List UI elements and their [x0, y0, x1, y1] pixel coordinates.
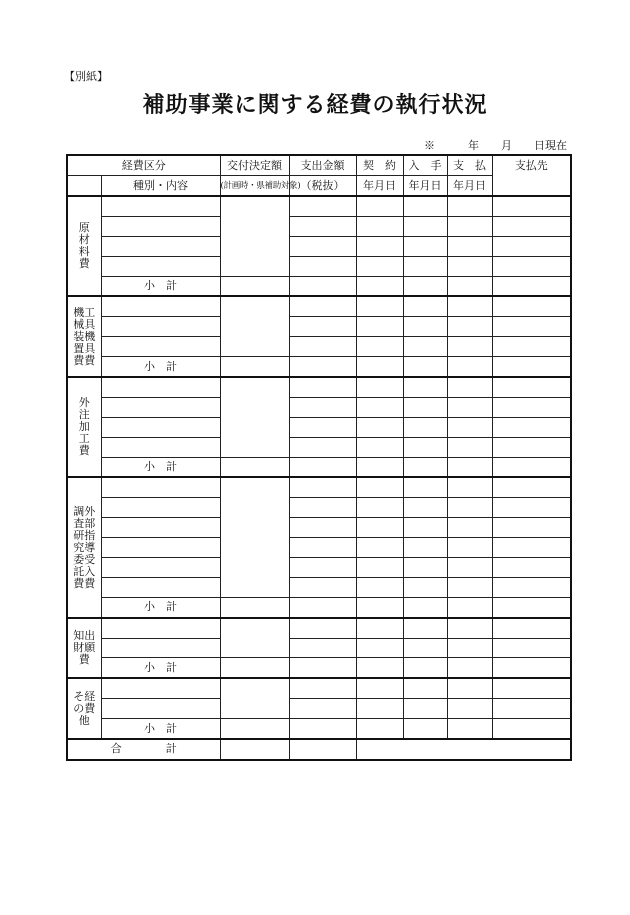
- total-label: 合 計: [67, 739, 220, 760]
- section-label: 機工 械具 装機 置具 費費: [67, 296, 101, 377]
- paid-amount-cell[interactable]: [289, 216, 356, 236]
- table-row: [67, 437, 571, 457]
- received-date-cell[interactable]: [403, 558, 447, 578]
- type-content-cell[interactable]: [101, 577, 220, 597]
- payment-date-cell[interactable]: [447, 196, 492, 216]
- table-row: [67, 719, 571, 739]
- attachment-tag: 【別紙】: [64, 70, 108, 83]
- type-content-cell[interactable]: [101, 337, 220, 357]
- grant-amount-subtotal-cell[interactable]: [220, 457, 289, 477]
- paid-amount-cell[interactable]: [289, 699, 356, 719]
- payee-cell[interactable]: [492, 397, 571, 417]
- contract-date-cell[interactable]: [356, 597, 403, 617]
- paid-amount-cell[interactable]: [289, 678, 356, 698]
- paid-amount-cell[interactable]: [289, 357, 356, 377]
- table-row: [67, 296, 571, 316]
- table-row: [67, 618, 571, 638]
- payee-cell[interactable]: [492, 638, 571, 658]
- contract-date-cell[interactable]: [356, 699, 403, 719]
- payee-cell[interactable]: [492, 256, 571, 276]
- grant-amount-subtotal-cell[interactable]: [220, 276, 289, 296]
- type-content-cell[interactable]: [101, 216, 220, 236]
- contract-date-cell[interactable]: [356, 678, 403, 698]
- received-date-cell[interactable]: [403, 577, 447, 597]
- type-content-cell[interactable]: [101, 477, 220, 497]
- contract-date-cell[interactable]: [356, 236, 403, 256]
- grant-amount-cell[interactable]: [220, 377, 289, 457]
- subtotal-label: 小 計: [101, 457, 220, 477]
- table-row: [67, 357, 571, 377]
- payee-cell[interactable]: [492, 658, 571, 678]
- contract-date-cell[interactable]: [356, 638, 403, 658]
- paid-amount-cell[interactable]: [289, 276, 356, 296]
- contract-date-cell[interactable]: [356, 658, 403, 678]
- received-date-cell[interactable]: [403, 699, 447, 719]
- header-grant-amount: 交付決定額: [220, 155, 289, 176]
- paid-amount-cell[interactable]: [289, 337, 356, 357]
- received-date-cell[interactable]: [403, 236, 447, 256]
- header-grant-amount-sub: (計画時・県補助対象): [220, 176, 289, 197]
- paid-amount-cell[interactable]: [289, 196, 356, 216]
- paid-amount-cell[interactable]: [289, 719, 356, 739]
- type-content-cell[interactable]: [101, 397, 220, 417]
- received-date-cell[interactable]: [403, 377, 447, 397]
- table-row: [67, 377, 571, 397]
- received-date-cell[interactable]: [403, 719, 447, 739]
- grant-amount-subtotal-cell[interactable]: [220, 597, 289, 617]
- document-title: 補助事業に関する経費の執行状況: [142, 93, 488, 118]
- grant-amount-cell[interactable]: [220, 196, 289, 276]
- section-label: 原 材 料 費: [67, 196, 101, 296]
- header-payment: 支 払: [447, 155, 492, 176]
- received-date-cell[interactable]: [403, 638, 447, 658]
- payee-cell[interactable]: [492, 337, 571, 357]
- received-date-cell[interactable]: [403, 538, 447, 558]
- payee-cell[interactable]: [492, 699, 571, 719]
- type-content-cell[interactable]: [101, 618, 220, 638]
- payment-date-cell[interactable]: [447, 719, 492, 739]
- section-label: そ経 の費 他: [67, 678, 101, 739]
- received-date-cell[interactable]: [403, 216, 447, 236]
- contract-date-cell[interactable]: [356, 337, 403, 357]
- type-content-cell[interactable]: [101, 518, 220, 538]
- table-row: [67, 417, 571, 437]
- type-content-cell[interactable]: [101, 256, 220, 276]
- contract-date-cell[interactable]: [356, 498, 403, 518]
- paid-amount-cell[interactable]: [289, 317, 356, 337]
- payee-cell[interactable]: [492, 437, 571, 457]
- paid-amount-cell[interactable]: [289, 518, 356, 538]
- paid-amount-cell[interactable]: [289, 538, 356, 558]
- payment-date-cell[interactable]: [447, 276, 492, 296]
- received-date-cell[interactable]: [403, 337, 447, 357]
- subtotal-label: 小 計: [101, 276, 220, 296]
- table-row: [67, 638, 571, 658]
- payee-cell[interactable]: [492, 196, 571, 216]
- payee-cell[interactable]: [492, 296, 571, 316]
- paid-amount-cell[interactable]: [289, 236, 356, 256]
- table-row: [67, 678, 571, 698]
- header-received: 入 手: [403, 155, 447, 176]
- received-date-cell[interactable]: [403, 597, 447, 617]
- payee-cell[interactable]: [492, 477, 571, 497]
- type-content-cell[interactable]: [101, 236, 220, 256]
- grant-amount-cell[interactable]: [220, 477, 289, 597]
- payment-date-cell[interactable]: [447, 477, 492, 497]
- table-row: [67, 196, 571, 216]
- table-row: [67, 457, 571, 477]
- paid-amount-cell[interactable]: [289, 618, 356, 638]
- table-row: [67, 256, 571, 276]
- grant-amount-subtotal-cell[interactable]: [220, 719, 289, 739]
- table-row: [67, 477, 571, 497]
- payment-date-cell[interactable]: [447, 296, 492, 316]
- payment-date-cell[interactable]: [447, 437, 492, 457]
- contract-date-cell[interactable]: [356, 196, 403, 216]
- table-row: [67, 397, 571, 417]
- expense-table: [66, 154, 572, 761]
- contract-date-cell[interactable]: [356, 216, 403, 236]
- paid-amount-cell[interactable]: [289, 457, 356, 477]
- paid-amount-cell[interactable]: [289, 377, 356, 397]
- grant-amount-subtotal-cell[interactable]: [220, 658, 289, 678]
- payment-date-cell[interactable]: [447, 357, 492, 377]
- payment-date-cell[interactable]: [447, 577, 492, 597]
- table-row: [67, 699, 571, 719]
- subtotal-label: 小 計: [101, 597, 220, 617]
- paid-amount-cell[interactable]: [289, 397, 356, 417]
- received-date-cell[interactable]: [403, 296, 447, 316]
- grant-amount-cell[interactable]: [220, 296, 289, 356]
- payment-date-cell[interactable]: [447, 216, 492, 236]
- payment-date-cell[interactable]: [447, 337, 492, 357]
- contract-date-cell[interactable]: [356, 437, 403, 457]
- paid-amount-cell[interactable]: [289, 658, 356, 678]
- section-label: 外 注 加 工 費: [67, 377, 101, 477]
- payment-date-cell[interactable]: [447, 236, 492, 256]
- payment-date-cell[interactable]: [447, 558, 492, 578]
- received-date-cell[interactable]: [403, 518, 447, 538]
- header-payee: 支払先: [492, 155, 571, 196]
- grant-amount-total-cell[interactable]: [220, 739, 289, 760]
- contract-date-cell[interactable]: [356, 719, 403, 739]
- contract-date-cell[interactable]: [356, 397, 403, 417]
- contract-date-cell[interactable]: [356, 477, 403, 497]
- payee-cell[interactable]: [492, 417, 571, 437]
- subtotal-label: 小 計: [101, 719, 220, 739]
- payee-cell[interactable]: [492, 357, 571, 377]
- paid-amount-cell[interactable]: [289, 638, 356, 658]
- payment-date-cell[interactable]: [447, 377, 492, 397]
- received-date-cell[interactable]: [403, 317, 447, 337]
- payment-date-cell[interactable]: [447, 457, 492, 477]
- header-payment-sub: 年月日: [447, 176, 492, 197]
- payee-cell[interactable]: [492, 618, 571, 638]
- header-paid-amount-sub: （税抜）: [289, 176, 356, 197]
- payment-date-cell[interactable]: [447, 678, 492, 698]
- payee-cell[interactable]: [492, 236, 571, 256]
- received-date-cell[interactable]: [403, 498, 447, 518]
- payment-date-cell[interactable]: [447, 317, 492, 337]
- table-row: [67, 236, 571, 256]
- table-row: [67, 498, 571, 518]
- paid-amount-cell[interactable]: [289, 477, 356, 497]
- type-content-cell[interactable]: [101, 699, 220, 719]
- type-content-cell[interactable]: [101, 638, 220, 658]
- grant-amount-cell[interactable]: [220, 618, 289, 658]
- payee-cell[interactable]: [492, 538, 571, 558]
- type-content-cell[interactable]: [101, 437, 220, 457]
- received-date-cell[interactable]: [403, 658, 447, 678]
- contract-date-cell[interactable]: [356, 377, 403, 397]
- paid-amount-cell[interactable]: [289, 558, 356, 578]
- subtotal-label: 小 計: [101, 658, 220, 678]
- contract-date-cell[interactable]: [356, 538, 403, 558]
- paid-amount-cell[interactable]: [289, 597, 356, 617]
- contract-date-cell[interactable]: [356, 417, 403, 437]
- total-row: [67, 739, 571, 760]
- contract-date-cell[interactable]: [356, 618, 403, 638]
- paid-amount-cell[interactable]: [289, 256, 356, 276]
- payee-cell[interactable]: [492, 498, 571, 518]
- paid-amount-cell[interactable]: [289, 498, 356, 518]
- received-date-cell[interactable]: [403, 417, 447, 437]
- type-content-cell[interactable]: [101, 296, 220, 316]
- paid-amount-total-cell[interactable]: [289, 739, 356, 760]
- received-date-cell[interactable]: [403, 678, 447, 698]
- table-row: [67, 337, 571, 357]
- header-category: 経費区分: [67, 155, 220, 176]
- received-date-cell[interactable]: [403, 276, 447, 296]
- subtotal-label: 小 計: [101, 357, 220, 377]
- table-row: [67, 317, 571, 337]
- payee-cell[interactable]: [492, 719, 571, 739]
- payee-cell[interactable]: [492, 597, 571, 617]
- header-contract-sub: 年月日: [356, 176, 403, 197]
- type-content-cell[interactable]: [101, 558, 220, 578]
- table-row: [67, 658, 571, 678]
- received-date-cell[interactable]: [403, 256, 447, 276]
- payment-date-cell[interactable]: [447, 638, 492, 658]
- header-received-sub: 年月日: [403, 176, 447, 197]
- contract-date-cell[interactable]: [356, 357, 403, 377]
- type-content-cell[interactable]: [101, 538, 220, 558]
- payee-cell[interactable]: [492, 518, 571, 538]
- paid-amount-cell[interactable]: [289, 437, 356, 457]
- payment-date-cell[interactable]: [447, 498, 492, 518]
- payment-date-cell[interactable]: [447, 518, 492, 538]
- type-content-cell[interactable]: [101, 196, 220, 216]
- payee-cell[interactable]: [492, 276, 571, 296]
- section-label: 調外 査部 研指 究導 委受 託入 費費: [67, 477, 101, 617]
- header-type-content: 種別・内容: [101, 176, 220, 197]
- received-date-cell[interactable]: [403, 437, 447, 457]
- grant-amount-subtotal-cell[interactable]: [220, 357, 289, 377]
- paid-amount-cell[interactable]: [289, 417, 356, 437]
- paid-amount-cell[interactable]: [289, 296, 356, 316]
- type-content-cell[interactable]: [101, 678, 220, 698]
- payment-date-cell[interactable]: [447, 417, 492, 437]
- total-remainder-cell: [356, 739, 571, 760]
- table-row: [67, 577, 571, 597]
- contract-date-cell[interactable]: [356, 577, 403, 597]
- contract-date-cell[interactable]: [356, 276, 403, 296]
- table-row: [67, 216, 571, 236]
- type-content-cell[interactable]: [101, 417, 220, 437]
- contract-date-cell[interactable]: [356, 457, 403, 477]
- as-of-date-line: ※ 年 月 日現在: [424, 139, 567, 152]
- header-contract: 契 約: [356, 155, 403, 176]
- contract-date-cell[interactable]: [356, 256, 403, 276]
- contract-date-cell[interactable]: [356, 317, 403, 337]
- payee-cell[interactable]: [492, 558, 571, 578]
- contract-date-cell[interactable]: [356, 558, 403, 578]
- payee-cell[interactable]: [492, 577, 571, 597]
- received-date-cell[interactable]: [403, 477, 447, 497]
- type-content-cell[interactable]: [101, 377, 220, 397]
- table-row: [67, 538, 571, 558]
- paid-amount-cell[interactable]: [289, 577, 356, 597]
- received-date-cell[interactable]: [403, 357, 447, 377]
- table-row: [67, 558, 571, 578]
- payment-date-cell[interactable]: [447, 538, 492, 558]
- received-date-cell[interactable]: [403, 196, 447, 216]
- payee-cell[interactable]: [492, 216, 571, 236]
- grant-amount-cell[interactable]: [220, 678, 289, 718]
- payee-cell[interactable]: [492, 457, 571, 477]
- type-content-cell[interactable]: [101, 498, 220, 518]
- payment-date-cell[interactable]: [447, 256, 492, 276]
- payment-date-cell[interactable]: [447, 597, 492, 617]
- table-row: [67, 518, 571, 538]
- table-row: [67, 276, 571, 296]
- header-paid-amount: 支出金額: [289, 155, 356, 176]
- payment-date-cell[interactable]: [447, 397, 492, 417]
- payee-cell[interactable]: [492, 317, 571, 337]
- section-label: 知出 財願 費: [67, 618, 101, 679]
- contract-date-cell[interactable]: [356, 296, 403, 316]
- payee-cell[interactable]: [492, 678, 571, 698]
- payment-date-cell[interactable]: [447, 618, 492, 638]
- received-date-cell[interactable]: [403, 397, 447, 417]
- payment-date-cell[interactable]: [447, 658, 492, 678]
- received-date-cell[interactable]: [403, 618, 447, 638]
- contract-date-cell[interactable]: [356, 518, 403, 538]
- received-date-cell[interactable]: [403, 457, 447, 477]
- payment-date-cell[interactable]: [447, 699, 492, 719]
- type-content-cell[interactable]: [101, 317, 220, 337]
- payee-cell[interactable]: [492, 377, 571, 397]
- table-row: [67, 597, 571, 617]
